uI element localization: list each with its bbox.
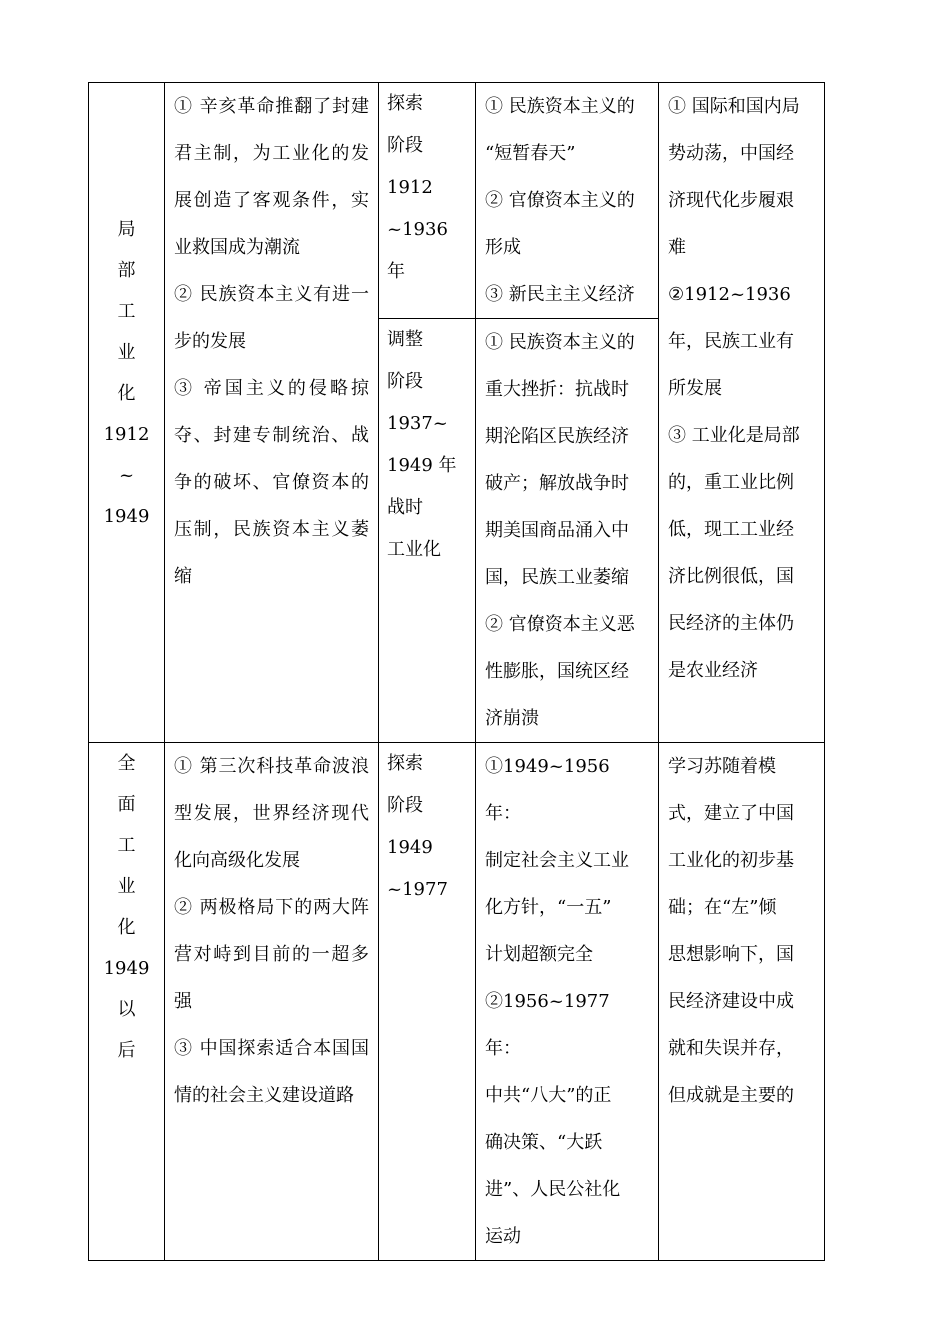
stage-cell: 探索 阶段 1912 ~1936 年: [379, 83, 476, 319]
economy-cell: ①1949~1956 年： 制定社会主义工业 化方针，“一五” 计划超额完全 ②1956~1977 年： 中共“八大”的正 确决策、“大跃 进”、人民公社化 运动: [476, 743, 659, 1261]
period-cell: [89, 743, 165, 1261]
period-cell: [89, 83, 165, 743]
feature-cell: 学习苏随着模 式，建立了中国 工业化的初步基 础；在“左”倾 思想影响下，国 民经济建设中成 就和失误并存， 但成就是主要的: [659, 743, 825, 1261]
table-row: [89, 743, 825, 1261]
economy-cell: ① 民族资本主义的 重大挫折：抗战时 期沦陷区民族经济 破产；解放战争时 期美国商品涌入中 国，民族工业萎缩 ② 官僚资本主义恶 性膨胀，国统区经 济崩溃: [476, 319, 659, 743]
background-cell: ① 辛亥革命推翻了封建君主制，为工业化的发展创造了客观条件，实业救国成为潮流 ② 民族资本主义有进一步的发展 ③ 帝国主义的侵略掠夺、封建专制统治、战争的破坏、官僚资本的压制，民族资本主义萎缩: [165, 83, 379, 743]
table-row: [89, 83, 825, 319]
stage-cell: 调整 阶段 1937~ 1949 年 战时 工业化: [379, 319, 476, 743]
feature-cell: ① 国际和国内局 势动荡，中国经 济现代化步履艰 难 ②1912~1936 年，民族工业有 所发展 ③ 工业化是局部 的，重工业比例 低，现工工业经 济比例很低，国 民经济的主体仍 是农业经济: [659, 83, 825, 743]
background-cell: ① 第三次科技革命波浪型发展，世界经济现代化向高级化发展 ② 两极格局下的两大阵营对峙到目前的一超多强 ③ 中国探索适合本国国情的社会主义建设道路: [165, 743, 379, 1261]
period-label: 局 部 工 业 化 1912 ~ 1949: [103, 219, 150, 527]
history-table: [88, 82, 825, 1261]
period-label: 全 面 工 业 化 1949 以 后: [103, 753, 150, 1061]
economy-cell: ① 民族资本主义的 “短暂春天” ② 官僚资本主义的 形成 ③ 新民主主义经济: [476, 83, 659, 319]
stage-cell: 探索 阶段 1949 ~1977: [379, 743, 476, 1261]
